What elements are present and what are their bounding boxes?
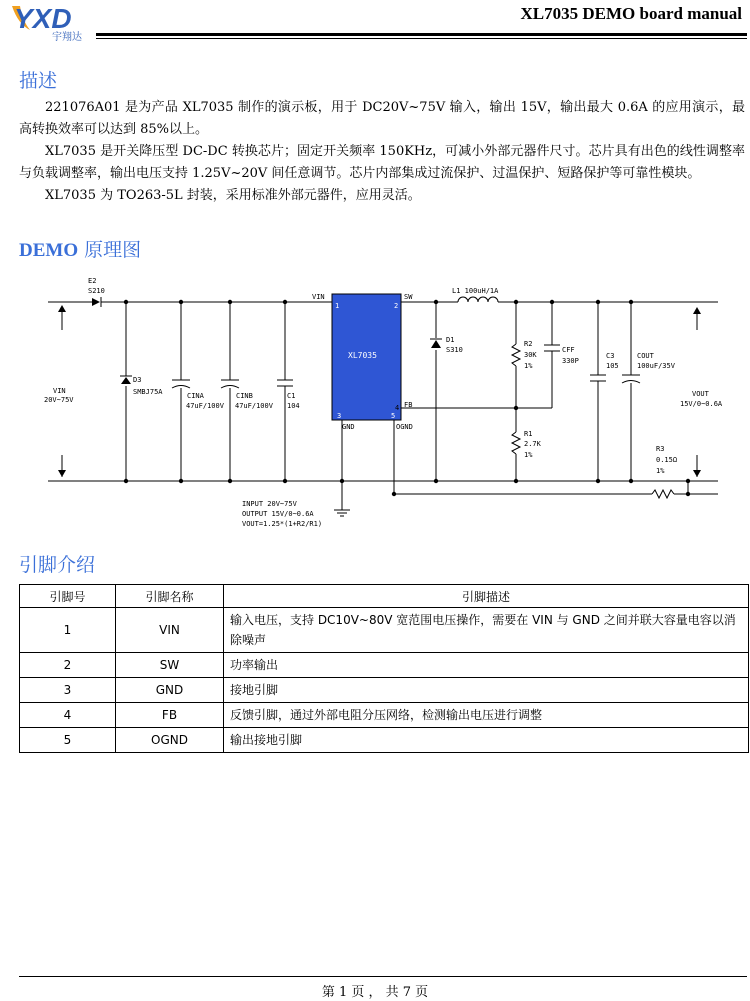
svg-text:COUT: COUT xyxy=(637,352,654,360)
svg-text:D3: D3 xyxy=(133,376,142,384)
svg-text:CFF: CFF xyxy=(562,346,575,354)
company-logo xyxy=(8,0,98,44)
svg-text:47uF/100V: 47uF/100V xyxy=(235,402,273,410)
svg-text:D1: D1 xyxy=(446,336,455,344)
svg-text:2.7K: 2.7K xyxy=(524,440,541,448)
header-rule-thin xyxy=(96,38,747,39)
note-output: OUTPUT 15V/0~0.6A xyxy=(242,510,314,518)
table-row: 5 OGND 输出接地引脚 xyxy=(20,728,749,753)
svg-text:CINA: CINA xyxy=(187,392,204,400)
note-input: INPUT 20V~75V xyxy=(242,500,297,508)
svg-text:100uF/35V: 100uF/35V xyxy=(637,362,675,370)
heading-schematic-en: DEMO xyxy=(19,240,79,261)
pin-table xyxy=(19,584,749,753)
svg-text:2: 2 xyxy=(394,302,399,310)
footer-rule xyxy=(19,976,747,977)
svg-text:1: 1 xyxy=(335,302,340,310)
svg-text:47uF/100V: 47uF/100V xyxy=(186,402,224,410)
heading-schematic-cn: 原理图 xyxy=(84,239,142,261)
table-row: 3 GND 接地引脚 xyxy=(20,678,749,703)
svg-text:1%: 1% xyxy=(656,467,665,475)
svg-text:VIN: VIN xyxy=(53,387,66,395)
page-number: 第 1 页 ， 共 7 页 xyxy=(321,985,429,1000)
svg-text:S310: S310 xyxy=(446,346,463,354)
heading-schematic xyxy=(19,235,141,262)
pin-vin-label: VIN xyxy=(312,293,325,301)
desc-paragraph-2: XL7035 是开关降压型 DC-DC 转换芯片；固定开关频率 150KHz，可减小外部元器件尺寸。芯片具有出色的线性调整率与负载调整率，输出电压支持 1.25V~20V 间任意调节。芯片内部集成过流保护、过温保护、短路保护等可靠性模块。 xyxy=(19,144,745,181)
logo-letters: YXD xyxy=(14,3,72,34)
chip-label: XL7035 xyxy=(348,351,377,360)
svg-text:4: 4 xyxy=(395,404,400,412)
svg-text:330P: 330P xyxy=(562,357,579,365)
svg-text:R2: R2 xyxy=(524,340,533,348)
logo-cn-name: 宇翔达 xyxy=(52,32,82,43)
pin-gnd-label: GND xyxy=(342,423,355,431)
svg-text:L1 100uH/1A: L1 100uH/1A xyxy=(452,287,499,295)
desc-paragraph-1: 221076A01 是为产品 XL7035 制作的演示板，用于 DC20V~75V 输入，输出 15V，输出最大 0.6A 的应用演示，最高转换效率可以达到 85%以上。 xyxy=(19,100,745,137)
svg-text:104: 104 xyxy=(287,402,300,410)
col-header-pin-name: 引脚名称 xyxy=(116,585,224,608)
svg-text:VOUT: VOUT xyxy=(692,390,709,398)
svg-text:30K: 30K xyxy=(524,351,537,359)
pin-sw-label: SW xyxy=(404,293,413,301)
svg-text:3: 3 xyxy=(337,412,342,420)
desc-paragraph-3: XL7035 为 TO263-5L 封装，采用标准外部元器件，应用灵活。 xyxy=(45,188,421,203)
header-rule-thick xyxy=(96,33,747,36)
svg-text:5: 5 xyxy=(391,412,396,420)
col-header-pin-no: 引脚号 xyxy=(20,585,116,608)
note-formula: VOUT=1.25*(1+R2/R1) xyxy=(242,520,323,528)
description-text xyxy=(19,97,745,207)
svg-text:S210: S210 xyxy=(88,287,105,295)
table-header-row xyxy=(20,585,749,608)
demo-schematic xyxy=(40,270,730,540)
svg-text:CINB: CINB xyxy=(236,392,253,400)
svg-text:R1: R1 xyxy=(524,430,533,438)
table-row: 4 FB 反馈引脚，通过外部电阻分压网络，检测输出电压进行调整 xyxy=(20,703,749,728)
pin-ogn-label: OGND xyxy=(396,423,413,431)
heading-pins: 引脚介绍 xyxy=(19,554,96,576)
svg-text:0.15Ω: 0.15Ω xyxy=(656,456,678,464)
svg-text:SMBJ75A: SMBJ75A xyxy=(133,388,163,396)
table-row: 2 SW 功率输出 xyxy=(20,653,749,678)
heading-description: 描述 xyxy=(19,70,58,92)
document-title: XL7035 DEMO board manual xyxy=(520,4,742,23)
svg-text:C3: C3 xyxy=(606,352,615,360)
svg-text:E2: E2 xyxy=(88,277,97,285)
svg-text:C1: C1 xyxy=(287,392,296,400)
table-row: 1 VIN 输入电压，支持 DC10V~80V 宽范围电压操作，需要在 VIN 与 GND 之间并联大容量电容以消除噪声 xyxy=(20,608,749,653)
pin-fb-label: FB xyxy=(404,401,413,409)
col-header-pin-desc: 引脚描述 xyxy=(224,585,749,608)
svg-text:20V~75V: 20V~75V xyxy=(44,396,74,404)
svg-text:15V/0~0.6A: 15V/0~0.6A xyxy=(680,400,723,408)
svg-text:105: 105 xyxy=(606,362,619,370)
svg-text:1%: 1% xyxy=(524,451,533,459)
svg-text:R3: R3 xyxy=(656,445,665,453)
svg-text:1%: 1% xyxy=(524,362,533,370)
